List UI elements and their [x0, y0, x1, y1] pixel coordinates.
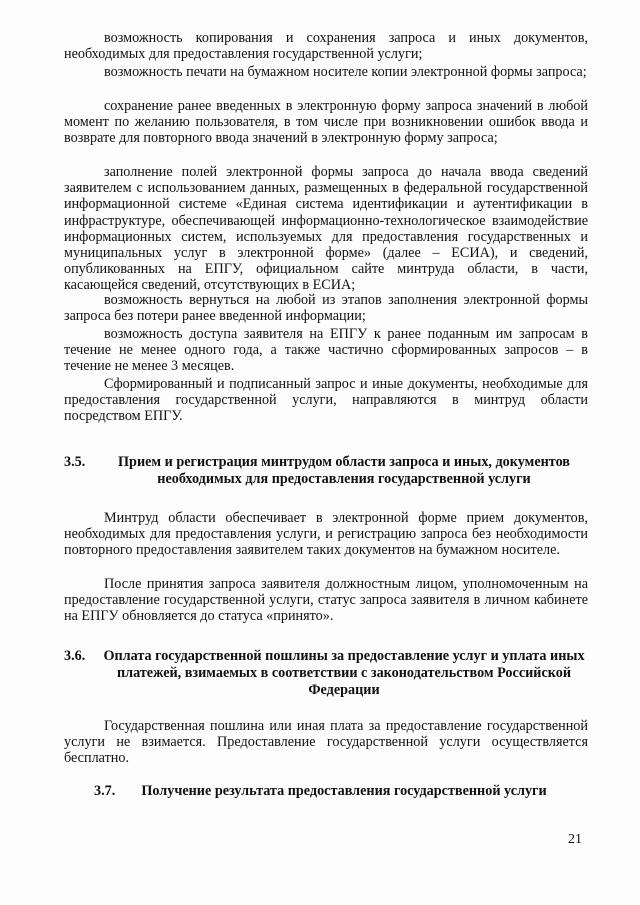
- paragraph-prefill-esia: заполнение полей электронной формы запроса до начала ввода сведений заявителем с использованием данных, размещенных в федеральной государственной информационной системе «Единая система идентификации и аутентификации в инфраструктуре, обеспечивающей информационно-технологическое взаимодействие информационных систем, используемых для предоставления государственных и муниципальных услуг в электронной форме» (далее – ЕСИА), и сведений, опубликованных на ЕПГУ, официальном сайте минтруда области, в части, касающейся сведений, отсутствующих в ЕСИА;: [64, 164, 588, 294]
- paragraph-access-requests: возможность доступа заявителя на ЕПГУ к ранее поданным им запросам в течение не менее одного года, а также частично сформированных запросов – в течение не менее 3 месяцев.: [64, 326, 588, 375]
- paragraph-submission: Сформированный и подписанный запрос и иные документы, необходимые для предоставления государственной услуги, направляются в минтруд области посредством ЕПГУ.: [64, 376, 588, 425]
- page-number: 21: [568, 832, 582, 847]
- paragraph-reception: Минтруд области обеспечивает в электронной форме прием документов, необходимых для предоставления услуги, и регистрацию запроса без необходимости повторного предоставления заявителем таких документов на бумажном носителе.: [64, 510, 588, 559]
- paragraph-copy-save: возможность копирования и сохранения запроса и иных документов, необходимых для предоставления государственной услуги;: [64, 30, 588, 63]
- paragraph-save-values: сохранение ранее введенных в электронную форму запроса значений в любой момент по желанию пользователя, в том числе при возникновении ошибок ввода и возврате для повторного ввода значений в электронную форму запроса;: [64, 98, 588, 147]
- section-title: Оплата государственной пошлины за предоставление услуг и уплата иных платежей, взимаемых в соответствии с законодательством Российской Федерации: [103, 648, 585, 698]
- section-3-5-heading: [64, 454, 588, 488]
- paragraph-return-steps: возможность вернуться на любой из этапов заполнения электронной формы запроса без потери ранее введенной информации;: [64, 292, 588, 325]
- section-title: Получение результата предоставления государственной услуги: [141, 783, 547, 799]
- section-number: 3.6.: [64, 648, 86, 664]
- section-number: 3.7.: [94, 783, 116, 799]
- section-number: 3.5.: [64, 454, 86, 470]
- paragraph-print: возможность печати на бумажном носителе копии электронной формы запроса;: [104, 64, 587, 80]
- section-title: Прием и регистрация минтрудом области запроса и иных, документов необходимых для предоставления государственной услуги: [118, 454, 570, 487]
- paragraph-status: После принятия запроса заявителя должностным лицом, уполномоченным на предоставление государственной услуги, статус запроса заявителя в личном кабинете на ЕПГУ обновляется до статуса «принято».: [64, 576, 588, 625]
- section-3-7-heading: [64, 783, 588, 800]
- paragraph-fee: Государственная пошлина или иная плата за предоставление государственной услуги не взимается. Предоставление государственной услуги осуществляется бесплатно.: [64, 718, 588, 767]
- section-3-6-heading: [64, 648, 588, 699]
